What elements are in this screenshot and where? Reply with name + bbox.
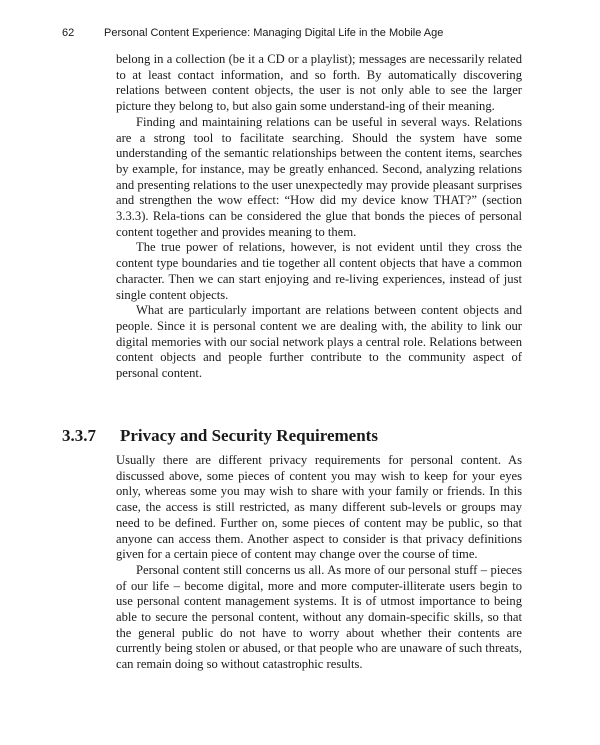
paragraph: Finding and maintaining relations can be useful in several ways. Relations are a strong tool to facilitate searching. Should the system have some understanding of the semantic relationships between the content items, searches by example, for instance, may be greatly enhanced. Second, analyzing relations and presenting relations to the user unexpectedly may provide pleasant surprises and strengthen the wow effect: “How did my device know THAT?” (section 3.3.3). Rela-tions can be considered the glue that bonds the pieces of personal content together and provides meaning to them. xyxy=(116,114,522,239)
running-header xyxy=(62,26,560,40)
section-number: 3.3.7 xyxy=(62,426,96,445)
paragraph: Usually there are different privacy requirements for personal content. As discussed above, some pieces of content you may wish to keep for your eyes only, whereas some you may wish to share with your family or friends. In this case, the access is still restricted, as many different sub-levels or groups may need to be defined. Further on, some pieces of content may be public, so that anyone can access them. Another aspect to consider is that privacy definitions given for a certain piece of content may change over the course of time. xyxy=(116,453,522,562)
paragraph: The true power of relations, however, is not evident until they cross the content type boundaries and tie together all content objects that have a common character. Then we can start enjoying and re-living experiences, instead of just single content objects. xyxy=(116,240,522,302)
page-number: 62 xyxy=(62,27,75,39)
paragraph: belong in a collection (be it a CD or a playlist); messages are necessarily related to at least contact information, and so forth. By automatically discovering relations between content objects, the user is not only able to see the larger picture they belong to, but also gain some understand-ing of their meaning. xyxy=(116,52,522,114)
section-title: Privacy and Security Requirements xyxy=(120,426,378,445)
running-title: Personal Content Experience: Managing Digital Life in the Mobile Age xyxy=(104,27,444,39)
paragraph: Personal content still concerns us all. As more of our personal stuff – pieces of our life – become digital, more and more computer-illiterate users begin to use personal content management systems. It is of utmost importance to being able to secure the personal content, without any domain-specific skills, so that the general public do not have to worry about whether their contents are currently being stolen or abused, or that people who are unaware of such threats, can remain doing so without catastrophic results. xyxy=(116,562,523,672)
body-text-top xyxy=(116,52,522,382)
paragraph: What are particularly important are relations between content objects and people. Since it is personal content we are dealing with, the ability to link our digital memories with our social network plays a central role. Relations between content objects and people further contribute to the community aspect of personal content. xyxy=(116,303,522,381)
section-heading xyxy=(62,426,378,446)
body-text-bottom xyxy=(116,453,522,673)
